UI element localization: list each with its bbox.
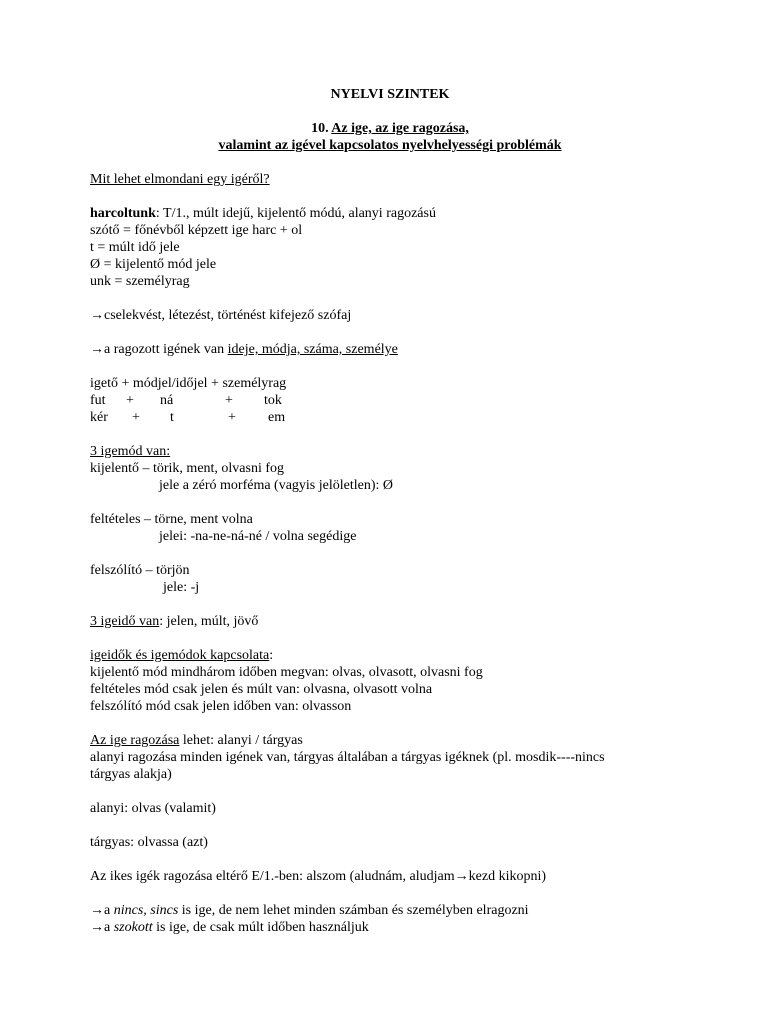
conjugation-desc-line: tárgyas alakja) bbox=[90, 767, 172, 782]
spacer bbox=[90, 188, 690, 205]
targyas-line: tárgyas: olvassa (azt) bbox=[90, 835, 208, 850]
formula-row bbox=[90, 392, 690, 409]
tenses-heading: 3 igeidő van bbox=[90, 614, 160, 629]
section-title-line2: valamint az igével kapcsolatos nyelvhelyességi problémák bbox=[218, 138, 562, 153]
alanyi-line: alanyi: olvas (valamit) bbox=[90, 801, 216, 816]
conjugation-line bbox=[90, 732, 690, 749]
formula-cell: em bbox=[268, 410, 286, 425]
mode-marker-line: jelei: -na-ne-ná-né / volna segédige bbox=[159, 529, 357, 544]
relation-line: felszólító mód csak jelen időben van: olvasson bbox=[90, 699, 352, 714]
example-analysis-line: Ø = kijelentő mód jele bbox=[90, 257, 217, 272]
formula-cell: + bbox=[132, 410, 140, 425]
properties-prefix: →a ragozott igének van bbox=[90, 342, 228, 357]
example-word: harcoltunk bbox=[90, 206, 156, 221]
relation-heading: igeidők és igemódok kapcsolata bbox=[90, 648, 270, 663]
relation-heading-line bbox=[90, 647, 690, 664]
spacer bbox=[90, 817, 690, 834]
document-page bbox=[90, 86, 690, 936]
conjugation-heading: Az ige ragozása bbox=[90, 733, 180, 748]
formula-cell: ná bbox=[160, 393, 174, 408]
mode-marker-line: jele: -j bbox=[163, 580, 200, 595]
formula-cell: + bbox=[228, 410, 236, 425]
ikes-line: Az ikes igék ragozása eltérő E/1.-ben: alszom (aludnám, aludjam→kezd kikopni) bbox=[90, 869, 547, 884]
example-desc: : T/1., múlt idejű, kijelentő módú, alanyi ragozású bbox=[155, 206, 436, 221]
modes-heading: 3 igemód van: bbox=[90, 444, 171, 459]
section-number: 10. bbox=[311, 121, 329, 136]
relation-colon: : bbox=[269, 648, 274, 663]
spacer bbox=[90, 324, 690, 341]
formula-header: igető + módjel/időjel + személyrag bbox=[90, 376, 287, 391]
note-term: szokott bbox=[113, 920, 153, 935]
formula-cell: t bbox=[170, 410, 174, 425]
example-analysis-line: unk = személyrag bbox=[90, 274, 190, 289]
formula-row bbox=[90, 409, 690, 426]
section-title-line1: Az ige, az ige ragozása, bbox=[331, 121, 469, 136]
formula-cell: tok bbox=[264, 393, 282, 408]
note-text: is ige, de csak múlt időben használjuk bbox=[152, 920, 369, 935]
spacer bbox=[90, 715, 690, 732]
spacer bbox=[90, 596, 690, 613]
relation-line: kijelentő mód mindhárom időben megvan: olvas, olvasott, olvasni fog bbox=[90, 665, 483, 680]
formula-cell: + bbox=[126, 393, 134, 408]
spacer bbox=[90, 154, 690, 171]
mode-line: kijelentő – törik, ment, olvasni fog bbox=[90, 461, 285, 476]
mode-line: felszólító – törjön bbox=[90, 563, 190, 578]
note-term: nincs, sincs bbox=[113, 903, 179, 918]
formula-cell: kér bbox=[90, 410, 108, 425]
spacer bbox=[90, 290, 690, 307]
spacer bbox=[90, 103, 690, 120]
properties-list: ideje, módja, száma, személye bbox=[227, 342, 398, 357]
spacer bbox=[90, 630, 690, 647]
note-text: is ige, de nem lehet minden számban és személyben elragozni bbox=[178, 903, 529, 918]
note-prefix: →a bbox=[90, 920, 114, 935]
spacer bbox=[90, 545, 690, 562]
properties-line bbox=[90, 341, 690, 358]
spacer bbox=[90, 851, 690, 868]
conjugation-types: lehet: alanyi / tárgyas bbox=[179, 733, 303, 748]
tenses-line bbox=[90, 613, 690, 630]
note-line bbox=[90, 919, 690, 936]
spacer bbox=[90, 426, 690, 443]
relation-line: feltételes mód csak jelen és múlt van: olvasna, olvasott volna bbox=[90, 682, 433, 697]
question-heading: Mit lehet elmondani egy igéről? bbox=[90, 172, 270, 187]
note-line bbox=[90, 902, 690, 919]
formula-cell: fut bbox=[90, 393, 106, 408]
conjugation-desc-line: alanyi ragozása minden igének van, tárgyas általában a tárgyas igéknek (pl. mosdik----nincs bbox=[90, 750, 605, 765]
section-heading-line1 bbox=[90, 120, 690, 137]
example-analysis-line: szótő = főnévből képzett ige harc + ol bbox=[90, 223, 303, 238]
document-title: NYELVI SZINTEK bbox=[330, 87, 450, 102]
spacer bbox=[90, 358, 690, 375]
spacer bbox=[90, 885, 690, 902]
spacer bbox=[90, 494, 690, 511]
mode-marker-line: jele a zéró morféma (vagyis jelöletlen): Ø bbox=[159, 478, 394, 493]
example-analysis-line: t = múlt idő jele bbox=[90, 240, 180, 255]
definition-line: →cselekvést, létezést, történést kifejező szófaj bbox=[90, 308, 352, 323]
formula-cell: + bbox=[225, 393, 233, 408]
section-heading-line2 bbox=[90, 137, 690, 154]
tenses-list: : jelen, múlt, jövő bbox=[159, 614, 259, 629]
mode-line: feltételes – törne, ment volna bbox=[90, 512, 253, 527]
example-line bbox=[90, 205, 690, 222]
spacer bbox=[90, 783, 690, 800]
note-prefix: →a bbox=[90, 903, 114, 918]
